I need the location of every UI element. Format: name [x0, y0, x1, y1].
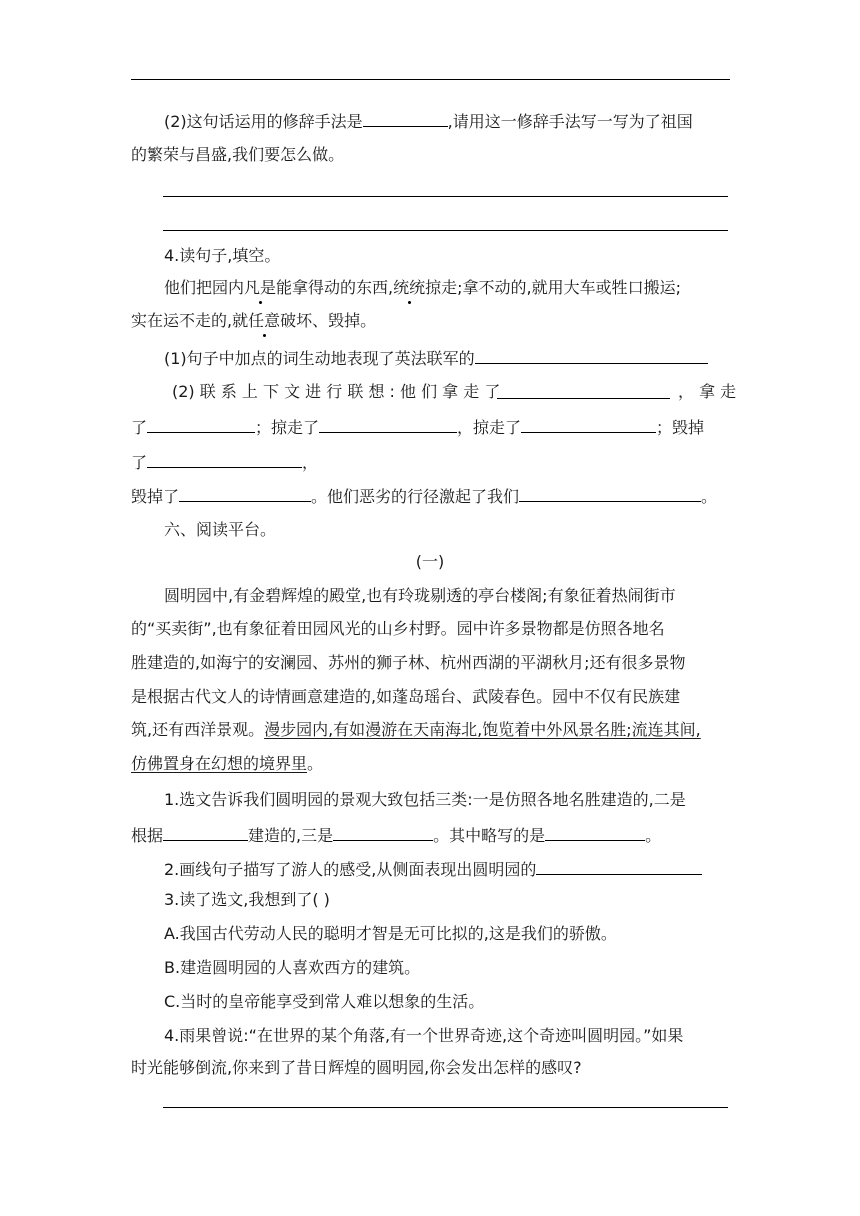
- text-span: ；毁掉: [656, 418, 705, 437]
- passage-line3: 胜建造的,如海宁的安澜园、苏州的狮子林、杭州西湖的平湖秋月;还有很多景物: [131, 653, 686, 672]
- rq3: 3.读了选文,我想到了( ): [164, 890, 330, 909]
- answer-blank[interactable]: [497, 381, 670, 399]
- passage-line6: [131, 753, 323, 775]
- text-span: 破坏、毁掉。: [280, 311, 377, 330]
- answer-blank[interactable]: [319, 415, 457, 433]
- text-span: 筑,还有西洋景观。: [131, 720, 265, 739]
- option-c[interactable]: C.当时的皇帝能享受到常人难以想象的生活。: [164, 992, 485, 1011]
- rq2: [164, 857, 702, 881]
- answer-blank[interactable]: [545, 823, 645, 841]
- section6-title: 六、阅读平台。: [164, 520, 277, 539]
- answer-blank[interactable]: [363, 109, 448, 127]
- passage-line2: 的“买卖街”,也有象征着田园风光的山乡村野。园中许多景物都是仿照各地名: [131, 619, 665, 638]
- text-span: 建造的,三是: [248, 826, 334, 845]
- q4-line5: [131, 484, 717, 508]
- answer-line[interactable]: [163, 196, 728, 197]
- dotted-word: 凡是: [244, 278, 277, 297]
- text-span: 实在运不走的,就: [131, 311, 249, 330]
- answer-line[interactable]: [163, 1107, 728, 1108]
- text-span: ，: [302, 453, 319, 472]
- answer-blank[interactable]: [163, 823, 248, 841]
- answer-blank[interactable]: [147, 415, 255, 433]
- text-span: 。他们恶劣的行径激起了我们: [311, 487, 520, 506]
- q4-part2-end: ， 拿 走: [678, 382, 737, 401]
- rq4-line2: 时光能够倒流,你来到了昔日辉煌的圆明园,你会发出怎样的感叹?: [131, 1058, 582, 1077]
- q3-2-prefix: (2)这句话运用的修辞手法是: [164, 112, 363, 131]
- q4-title: 4.读句子,填空。: [164, 246, 281, 265]
- text-span: 能拿得动的东西,: [276, 278, 394, 297]
- underlined-sentence: 漫步园内,有如漫游在天南海北,饱览着中外风景名胜;流连其间,: [264, 720, 701, 739]
- q4-sentence-line1: [164, 277, 681, 299]
- dotted-word: 统统: [393, 278, 426, 297]
- answer-blank[interactable]: [179, 484, 311, 502]
- q4-line4: [131, 450, 318, 474]
- answer-blank[interactable]: [519, 484, 701, 502]
- rq1-line1: 1.选文告诉我们圆明园的景观大致包括三类:一是仿照各地名胜建造的,二是: [164, 790, 686, 809]
- text-span: (1)句子中加点的词生动地表现了英法联军的: [164, 349, 475, 368]
- underlined-sentence: 仿佛置身在幻想的境界里: [131, 754, 308, 773]
- text-span: ，掠走了: [457, 418, 522, 437]
- q4-sentence-line2: [131, 310, 376, 332]
- text-span: (2) 联 系 上 下 文 进 行 联 想 : 他 们 拿 走 了: [172, 382, 501, 401]
- answer-blank[interactable]: [333, 823, 433, 841]
- text-span: ；掠走了: [255, 418, 320, 437]
- answer-line[interactable]: [163, 230, 728, 231]
- text-span: 。其中略写的是: [433, 826, 546, 845]
- answer-blank[interactable]: [475, 346, 708, 364]
- rq1-line2: [131, 823, 661, 847]
- rq4-line1: 4.雨果曾说:“在世界的某个角落,有一个世界奇迹,这个奇迹叫圆明园。”如果: [164, 1026, 684, 1045]
- text-span: 他们把园内: [164, 278, 245, 297]
- q4-part2: [172, 381, 500, 403]
- text-span: 了: [131, 418, 148, 437]
- q3-2-line1: [164, 109, 693, 133]
- option-b[interactable]: B.建造圆明园的人喜欢西方的建筑。: [164, 958, 421, 977]
- q3-2-line2: 的繁荣与昌盛,我们要怎么做。: [131, 145, 345, 164]
- dotted-word: 任意: [248, 311, 281, 330]
- text-span: 。: [701, 487, 718, 506]
- passage-line5: [131, 719, 701, 741]
- passage-line4: 是根据古代文人的诗情画意建造的,如蓬岛瑶台、武陵春色。园中不仅有民族建: [131, 687, 681, 706]
- text-span: 。: [307, 754, 324, 773]
- text-span: 根据: [131, 826, 164, 845]
- q4-line3: [131, 415, 704, 439]
- text-span: 2.画线句子描写了游人的感受,从侧面表现出圆明园的: [164, 860, 537, 879]
- text-span: 。: [645, 826, 662, 845]
- answer-blank[interactable]: [147, 450, 302, 468]
- option-a[interactable]: A.我国古代劳动人民的聪明才智是无可比拟的,这是我们的骄傲。: [164, 924, 617, 943]
- q4-part1: [164, 346, 708, 370]
- section6-subtitle: (一): [415, 552, 445, 571]
- header-rule: [131, 79, 730, 80]
- answer-blank[interactable]: [521, 415, 656, 433]
- q3-2-suffix: ,请用这一修辞手法写一写为了祖国: [447, 112, 693, 131]
- text-span: 了: [131, 453, 148, 472]
- text-span: 掠走;拿不动的,就用大车或牲口搬运;: [425, 278, 682, 297]
- text-span: 毁掉了: [131, 487, 180, 506]
- passage-line1: 圆明园中,有金碧辉煌的殿堂,也有玲珑剔透的亭台楼阁;有象征着热闹街市: [164, 586, 676, 605]
- answer-blank[interactable]: [536, 857, 702, 875]
